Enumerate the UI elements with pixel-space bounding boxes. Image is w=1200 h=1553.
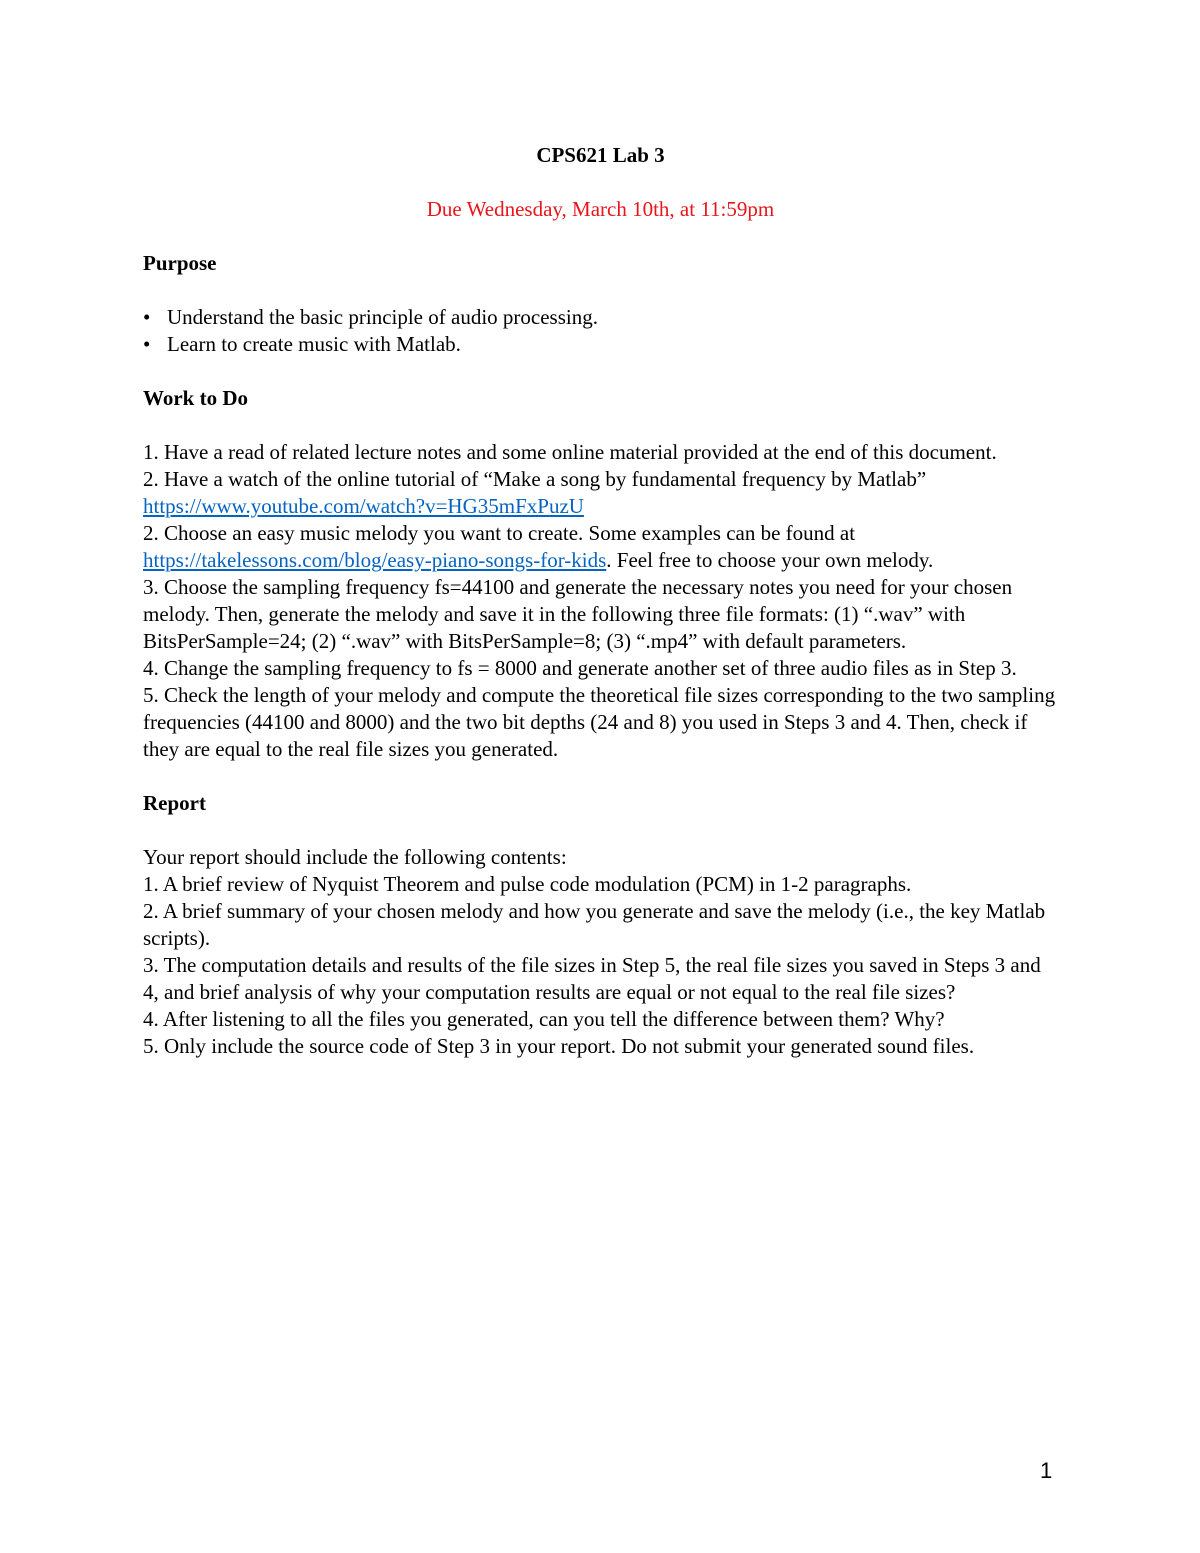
work-step-text: 2. Choose an easy music melody you want to create. Some examples can be found at — [143, 521, 856, 545]
report-items — [143, 844, 1058, 1060]
page-number: 1 — [1040, 1458, 1053, 1483]
document-body — [143, 142, 1058, 1060]
purpose-heading: Purpose — [143, 251, 217, 275]
report-item: 4. After listening to all the files you generated, can you tell the difference between them? Why? — [143, 1007, 945, 1031]
purpose-item-text: Understand the basic principle of audio processing. — [167, 305, 598, 329]
report-item: 3. The computation details and results of the file sizes in Step 5, the real file sizes you saved in Steps 3 and 4, and brief analysis of why your computation results are equal or not equal to the real file sizes? — [143, 953, 1041, 1004]
work-step: 1. Have a read of related lecture notes and some online material provided at the end of this document. — [143, 440, 997, 464]
purpose-list — [143, 304, 1058, 358]
work-heading: Work to Do — [143, 386, 248, 410]
work-step: 4. Change the sampling frequency to fs = 8000 and generate another set of three audio files as in Step 3. — [143, 656, 1017, 680]
report-item: 1. A brief review of Nyquist Theorem and pulse code modulation (PCM) in 1-2 paragraphs. — [143, 872, 912, 896]
purpose-item-text: Learn to create music with Matlab. — [167, 332, 461, 356]
work-step — [143, 466, 1058, 520]
document-title: CPS621 Lab 3 — [536, 143, 665, 167]
bullet-icon: • — [143, 332, 151, 356]
work-step: 5. Check the length of your melody and compute the theoretical file sizes corresponding to the two sampling frequencies (44100 and 8000) and the two bit depths (24 and 8) you used in Steps 3 and 4. Then, check if they are equal to the real file sizes you generated. — [143, 683, 1056, 761]
list-item — [143, 304, 1058, 331]
work-step-text: 2. Have a watch of the online tutorial of “Make a song by fundamental frequency by Matlab” — [143, 467, 927, 491]
work-step-tail: . Feel free to choose your own melody. — [606, 548, 934, 572]
report-item: 5. Only include the source code of Step 3 in your report. Do not submit your generated sound files. — [143, 1034, 975, 1058]
list-item — [143, 331, 1058, 358]
takelessons-link[interactable]: https://takelessons.com/blog/easy-piano-songs-for-kids — [143, 548, 607, 572]
due-date: Due Wednesday, March 10th, at 11:59pm — [426, 197, 775, 221]
work-steps — [143, 439, 1058, 763]
work-step: 3. Choose the sampling frequency fs=44100 and generate the necessary notes you need for your chosen melody. Then, generate the melody and save it in the following three file formats: (1) “.wav” with BitsPerSample=24; (2) “.wav” with BitsPerSample=8; (3) “.mp4” with default parameters. — [143, 575, 1013, 653]
report-item: 2. A brief summary of your chosen melody and how you generate and save the melody (i.e., the key Matlab scripts). — [143, 899, 1046, 950]
report-intro: Your report should include the following contents: — [143, 845, 567, 869]
bullet-icon: • — [143, 305, 151, 329]
youtube-link[interactable]: https://www.youtube.com/watch?v=HG35mFxPuzU — [143, 494, 584, 518]
work-step — [143, 520, 1058, 574]
report-heading: Report — [143, 791, 206, 815]
